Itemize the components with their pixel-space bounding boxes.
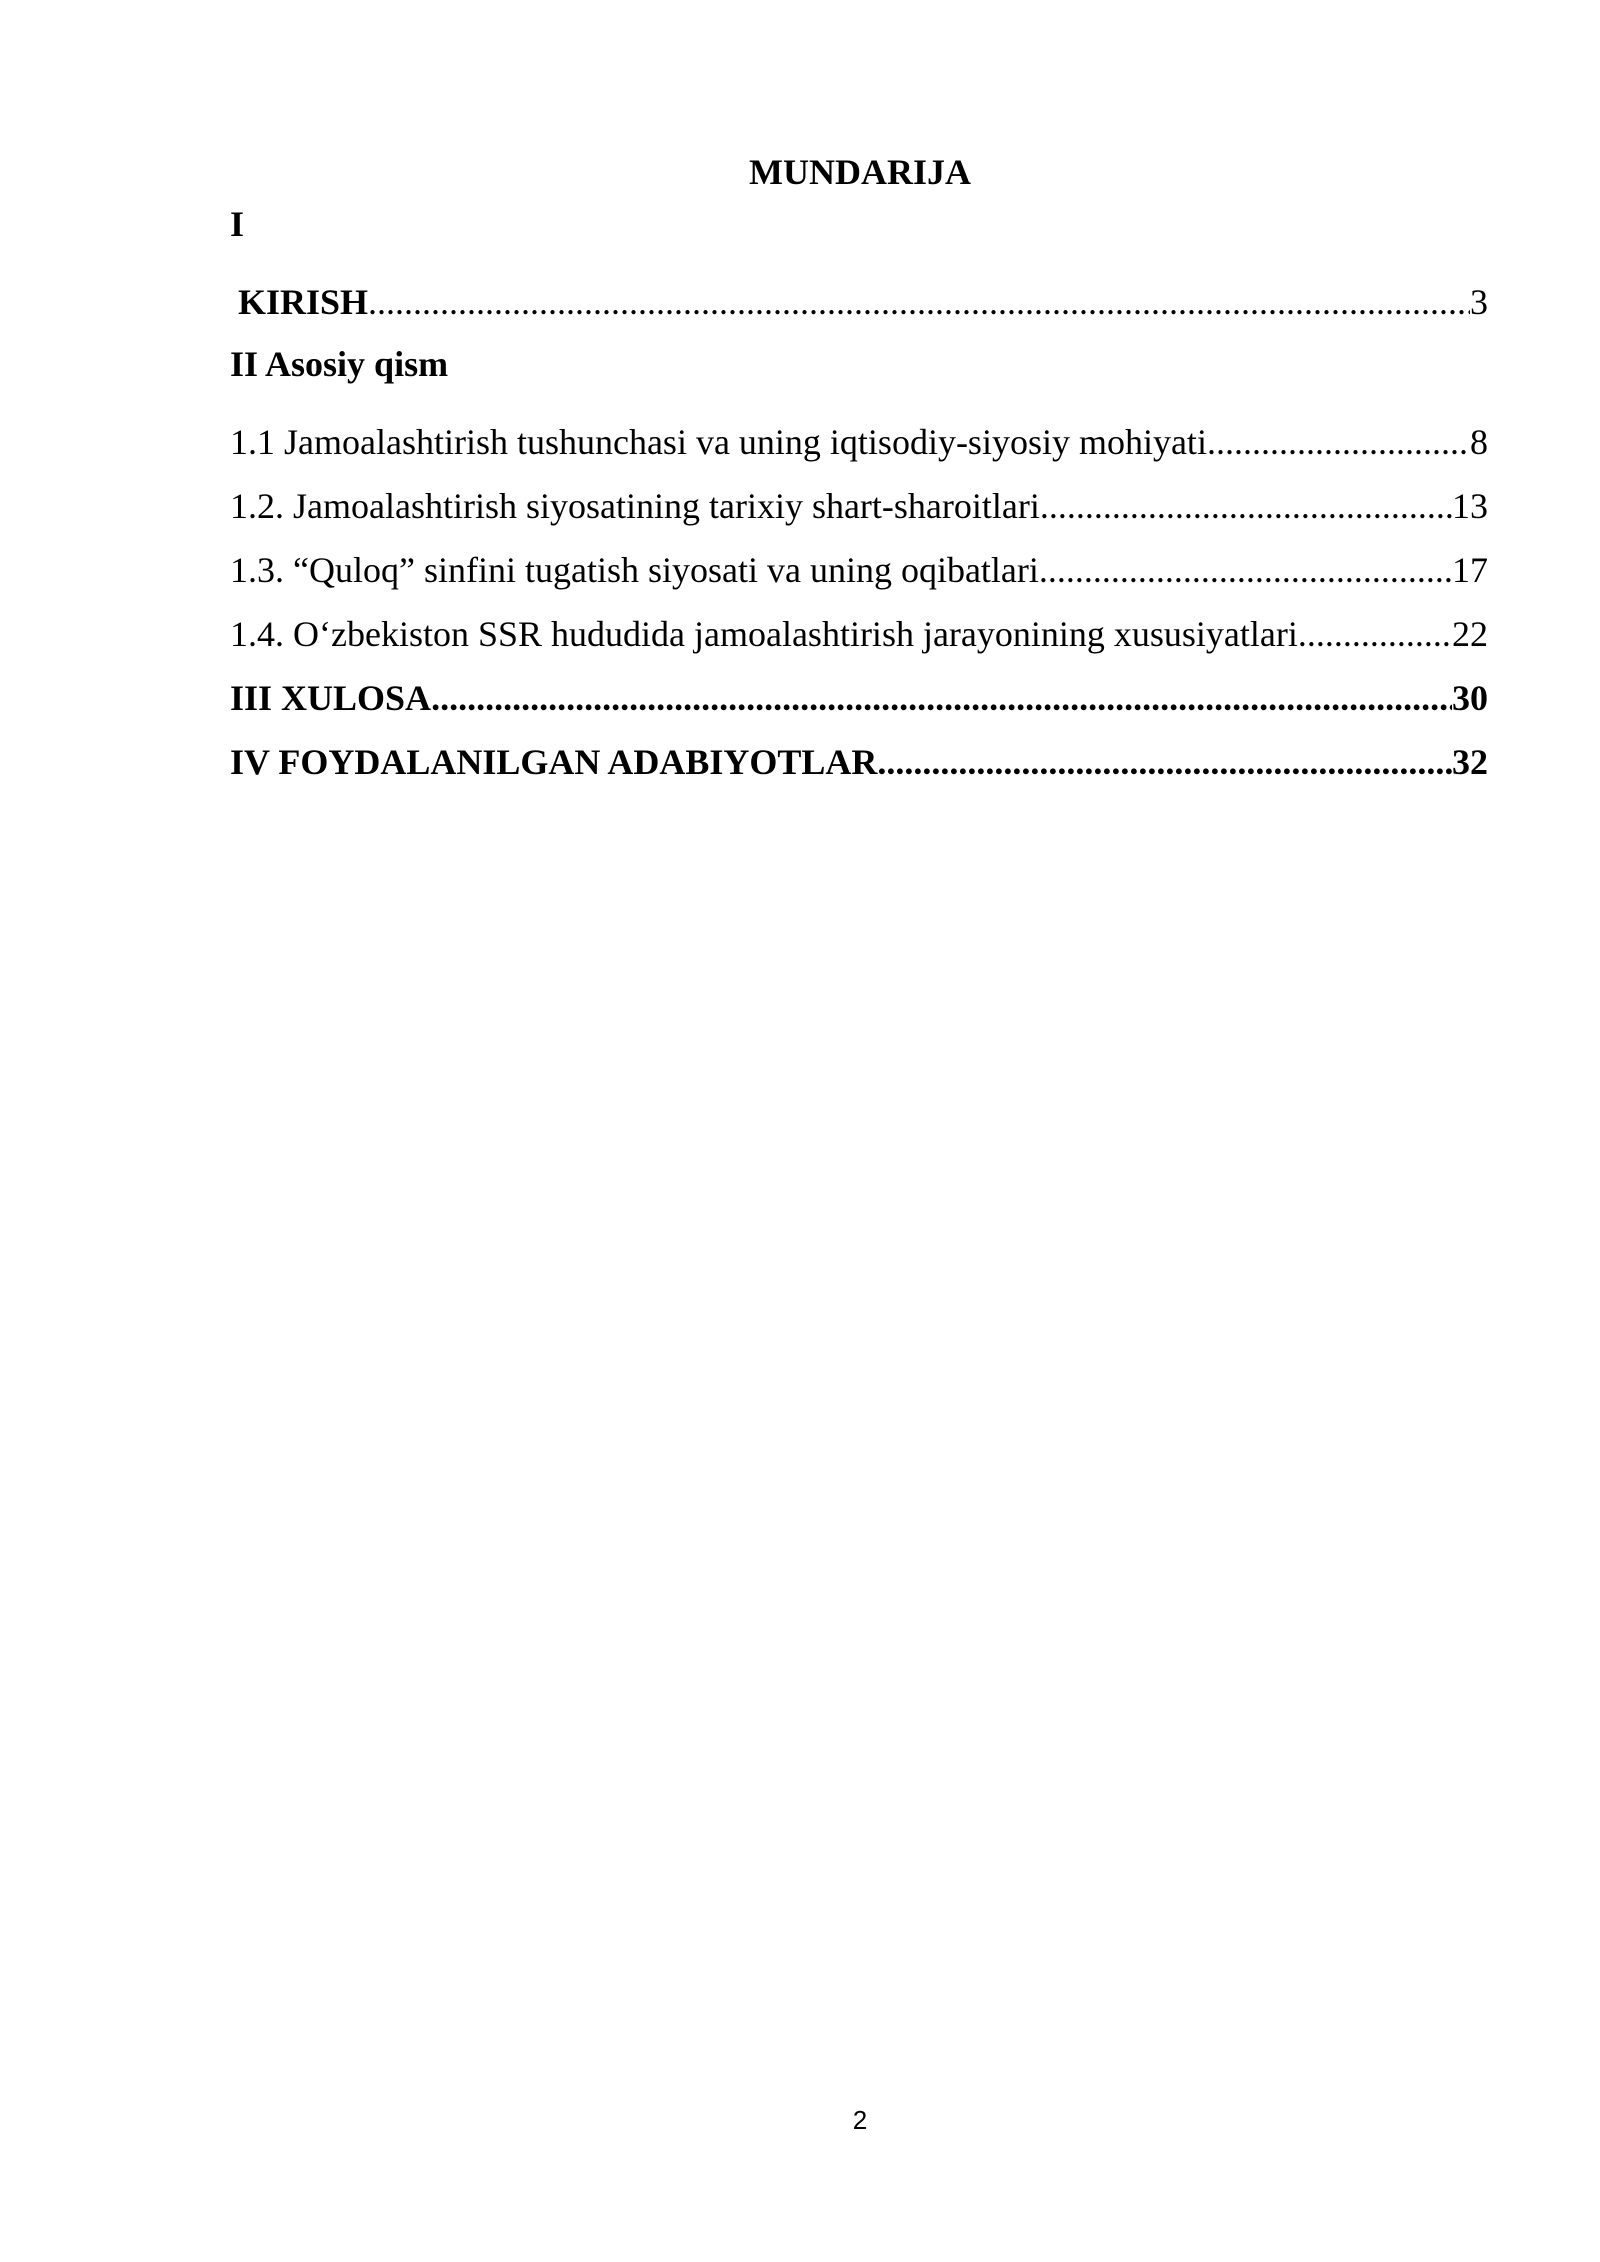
toc-entry-label: III XULOSA [230, 678, 432, 718]
toc-entry-page: 13 [1452, 486, 1488, 526]
toc-entry-page: 30 [1452, 678, 1488, 718]
toc-entry-label: IV FOYDALANILGAN ADABIYOTLAR [230, 742, 878, 782]
toc-entry-page: 32 [1452, 742, 1488, 782]
toc-leader-dots [1040, 484, 1452, 528]
toc-entry [230, 548, 1488, 592]
toc-entry-xulosa [230, 676, 1488, 720]
toc-leader-dots [1207, 420, 1470, 464]
section-two-heading: II Asosiy qism [230, 344, 449, 384]
toc-entry-page: 8 [1470, 422, 1488, 462]
toc-entry-label: 1.1 Jamoalashtirish tushunchasi va uning iqtisodiy-siyosiy mohiyati [230, 422, 1207, 462]
toc-entry [230, 484, 1488, 528]
toc-entry-page: 3 [1470, 282, 1488, 322]
toc-leader-dots [368, 280, 1470, 324]
toc-entry [230, 420, 1488, 464]
toc-entry-page: 17 [1452, 550, 1488, 590]
toc-entry-kirish [230, 280, 1488, 324]
toc-entry-label: KIRISH [238, 282, 369, 322]
toc-entry-adabiyotlar [230, 740, 1488, 784]
toc-entry-label: 1.4. O‘zbekiston SSR hududida jamoalashtirish jarayonining xususiyatlari [230, 614, 1298, 654]
toc-leader-dots [877, 740, 1452, 784]
toc-entry [230, 612, 1488, 656]
toc-entry-label: 1.3. “Quloq” sinfini tugatish siyosati va uning oqibatlari [230, 550, 1039, 590]
page-title: MUNDARIJA [749, 152, 971, 192]
toc-leader-dots [1298, 612, 1452, 656]
page-number: 2 [852, 2105, 868, 2135]
toc-leader-dots [431, 676, 1452, 720]
toc-leader-dots [1039, 548, 1452, 592]
section-one-roman-numeral: I [230, 204, 245, 244]
toc-entry-page: 22 [1452, 614, 1488, 654]
toc-entry-label: 1.2. Jamoalashtirish siyosatining tarixiy shart-sharoitlari [230, 486, 1040, 526]
